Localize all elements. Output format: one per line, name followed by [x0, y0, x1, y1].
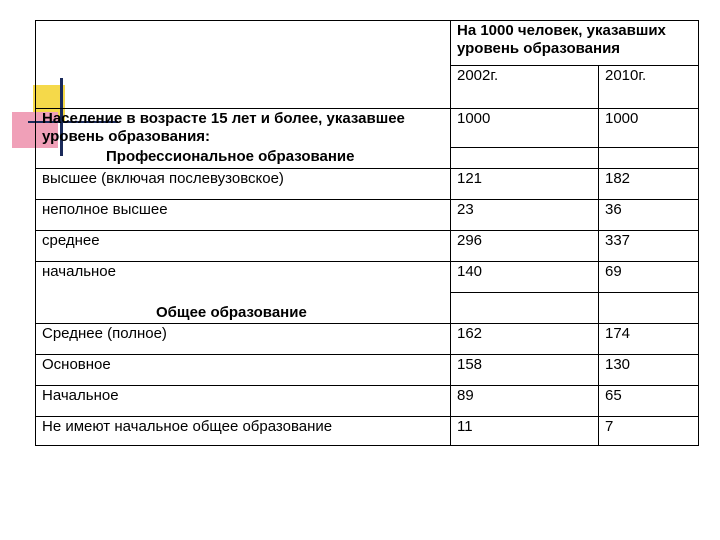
table-row [36, 323, 699, 354]
total-label: Население в возрасте 15 лет и более, указавшее уровень образования: [36, 109, 451, 148]
row-label: Основное [36, 354, 451, 385]
header-year-2010: 2010г. [599, 66, 699, 109]
total-2010: 1000 [599, 109, 699, 148]
row-value-2002: 162 [451, 323, 599, 354]
row-value-2010: 36 [599, 199, 699, 230]
section-empty-2002 [451, 292, 599, 323]
header-year-2002: 2002г. [451, 66, 599, 109]
table-row [36, 261, 699, 292]
row-label: Не имеют начальное общее образование [36, 416, 451, 445]
row-value-2002: 23 [451, 199, 599, 230]
section-empty-2002 [451, 147, 599, 168]
row-value-2002: 89 [451, 385, 599, 416]
row-value-2010: 65 [599, 385, 699, 416]
row-label: среднее [36, 230, 451, 261]
row-value-2010: 69 [599, 261, 699, 292]
education-table [35, 20, 699, 446]
row-value-2010: 7 [599, 416, 699, 445]
table-row [36, 168, 699, 199]
table-row [36, 385, 699, 416]
section-professional [36, 147, 699, 168]
header-group-title: На 1000 человек, указавших уровень образования [451, 21, 699, 66]
table-row [36, 230, 699, 261]
section-title-professional: Профессиональное образование [36, 147, 451, 168]
row-value-2010: 182 [599, 168, 699, 199]
row-value-2002: 296 [451, 230, 599, 261]
row-label: Среднее (полное) [36, 323, 451, 354]
table-row [36, 354, 699, 385]
total-2002: 1000 [451, 109, 599, 148]
row-value-2002: 158 [451, 354, 599, 385]
row-value-2010: 174 [599, 323, 699, 354]
header-empty-cell [36, 21, 451, 109]
row-label: неполное высшее [36, 199, 451, 230]
section-title-general: Общее образование [36, 292, 451, 323]
section-empty-2010 [599, 147, 699, 168]
row-value-2002: 121 [451, 168, 599, 199]
row-value-2010: 130 [599, 354, 699, 385]
total-row [36, 109, 699, 148]
table-row [36, 199, 699, 230]
row-label: высшее (включая послевузовское) [36, 168, 451, 199]
row-value-2002: 140 [451, 261, 599, 292]
row-value-2010: 337 [599, 230, 699, 261]
table-row [36, 416, 699, 445]
row-label: Начальное [36, 385, 451, 416]
section-general [36, 292, 699, 323]
section-empty-2010 [599, 292, 699, 323]
row-value-2002: 11 [451, 416, 599, 445]
header-row-group [36, 21, 699, 66]
row-label: начальное [36, 261, 451, 292]
